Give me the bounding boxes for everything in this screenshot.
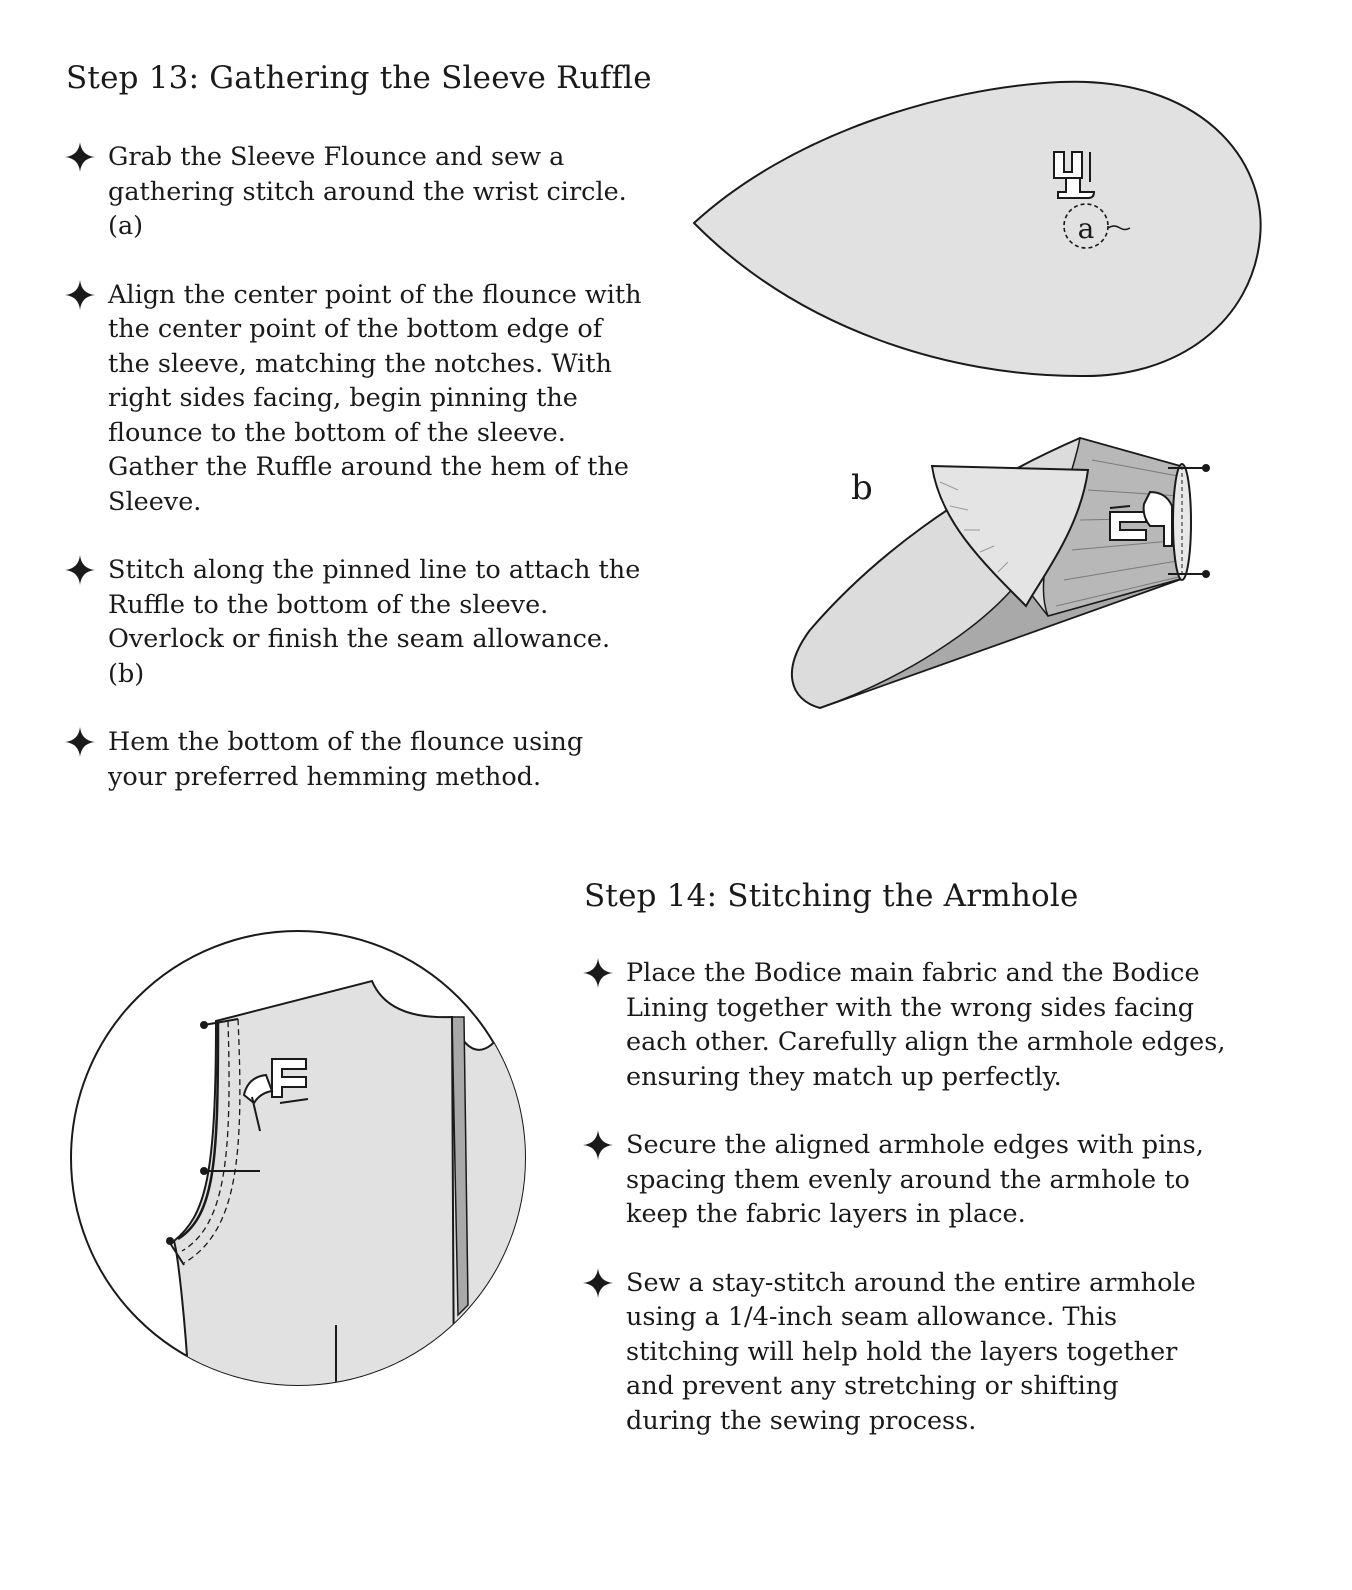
step13-bullet-2-text: Align the center point of the flounce with the center point of the bottom edge of the sleeve, matching the notches. With right sides facing, begin pinning the flounce to the bottom of the sleeve. Gather the Ruffle around the hem of the Sleeve. — [108, 279, 642, 517]
step13-bullet-list — [66, 140, 666, 794]
four-point-star-icon — [64, 279, 96, 311]
step14-bullet-2-text: Secure the aligned armhole edges with pins, spacing them evenly around the armhole to keep the fabric layers in place. — [626, 1130, 1204, 1229]
step13-title: Step 13: Gathering the Sleeve Ruffle — [66, 60, 652, 96]
step13-bullet-4 — [66, 725, 666, 794]
step13-bullet-3-text: Stitch along the pinned line to attach the Ruffle to the bottom of the sleeve. Overlock or finish the seam allowance. (b) — [108, 555, 641, 689]
four-point-star-icon — [64, 554, 96, 586]
figure-a-label: a — [1077, 212, 1095, 245]
step14-bullet-2 — [584, 1128, 1264, 1232]
four-point-star-icon — [582, 957, 614, 989]
step13-bullet-1 — [66, 140, 666, 244]
step14-bullet-list — [584, 956, 1264, 1438]
step14-bullet-1-text: Place the Bodice main fabric and the Bodice Lining together with the wrong sides facing each other. Carefully align the armhole edges, ensuring they match up perfectly. — [626, 958, 1226, 1092]
four-point-star-icon — [64, 141, 96, 173]
step14-bullet-3-text: Sew a stay-stitch around the entire armhole using a 1/4-inch seam allowance. This stitching will help hold the layers together and prevent any stretching or shifting during the sewing process. — [626, 1267, 1196, 1436]
step14-bullet-1 — [584, 956, 1264, 1094]
bodice-front-panel — [174, 981, 454, 1395]
figure-b-sleeve-illustration — [780, 430, 1230, 720]
flounce-shape — [694, 82, 1261, 376]
step13-bullet-2 — [66, 278, 666, 520]
figure-bodice-armhole-illustration — [66, 925, 536, 1395]
four-point-star-icon — [582, 1267, 614, 1299]
step13-bullet-4-text: Hem the bottom of the flounce using your preferred hemming method. — [108, 727, 584, 792]
figure-b-label: b — [851, 468, 873, 508]
step13-bullet-1-text: Grab the Sleeve Flounce and sew a gathering stitch around the wrist circle. (a) — [108, 142, 627, 241]
step14-bullet-3 — [584, 1266, 1264, 1439]
four-point-star-icon — [64, 726, 96, 758]
step14-title: Step 14: Stitching the Armhole — [584, 878, 1079, 914]
step13-bullet-3 — [66, 553, 666, 691]
figure-a-flounce-illustration — [680, 60, 1300, 400]
four-point-star-icon — [582, 1129, 614, 1161]
